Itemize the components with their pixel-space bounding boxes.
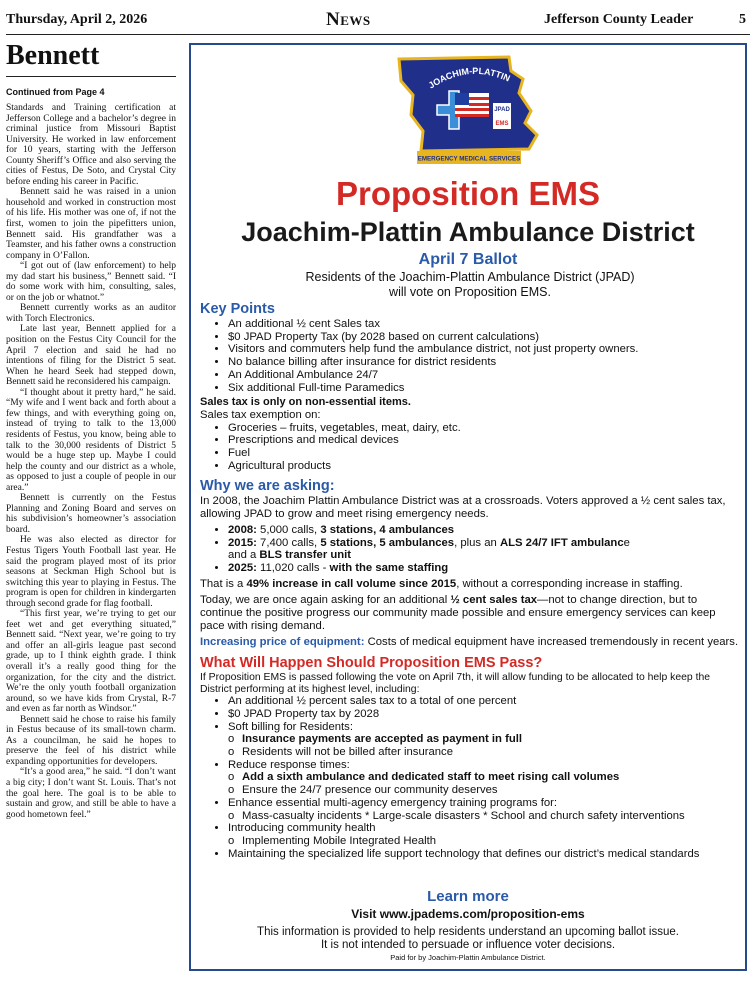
jpad-ems-logo <box>391 53 541 168</box>
list-item: • Six additional Full-time Paramedics <box>228 382 742 395</box>
equipment-paragraph: Increasing price of equipment: Costs of medical equipment have increased tremendously in recent years. <box>200 636 739 649</box>
article-headline: Bennett <box>6 40 100 71</box>
key-points-list <box>200 318 742 394</box>
learn-more-section <box>191 888 745 964</box>
article-paragraph: Bennett is currently on the Festus Planning and Zoning Board and serves on his subdivision’s homeowner’s association board. <box>6 493 176 535</box>
ballot-date: April 7 Ballot <box>418 251 518 268</box>
list-item: • Maintaining the specialized life support technology that defines our district’s medical standards <box>228 848 742 861</box>
list-item: • An additional ½ cent Sales tax <box>228 318 742 331</box>
newspaper-name: Jefferson County Leader <box>544 12 694 27</box>
article-paragraph: Bennett said he chose to raise his family in Festus because of its small-town charm. As a councilman, he said he hopes to preserve the feel of his district while expanding opportunities for developers. <box>6 714 176 767</box>
continued-note: Continued from Page 4 <box>6 87 105 97</box>
district-title: Joachim-Plattin Ambulance District <box>241 217 695 247</box>
list-item: • 2015: 7,400 calls, 5 stations, 5 ambulances, plus an ALS 24/7 IFT ambulance and a BLS transfer unit <box>228 537 742 562</box>
article-paragraph: He was also elected as director for Festus Tigers Youth Football last year. He said the program played most of its prior seasons at Seckman High School but is switching this year to playing in Festus. The program is open for children in kindergarten through second grade for flag football. <box>6 535 176 609</box>
list-item: • Prescriptions and medical devices <box>228 434 742 447</box>
disclaimer-line-2: It is not intended to persuade or influence voter decisions. <box>320 939 616 951</box>
sub-item: o Ensure the 24/7 presence our community deserves <box>228 784 498 797</box>
svg-text:JOACHIM-PLATTIN: JOACHIM-PLATTIN <box>426 65 512 91</box>
disclaimer-line-1: This information is provided to help residents understand an upcoming ballot issue. <box>257 926 679 938</box>
issue-date: Thursday, April 2, 2026 <box>6 12 148 27</box>
article-paragraph: Bennett said he was raised in a union household and worked in construction most of his life. His mother was one of, if not the first, women to join the pipefitters union, Bennett said. His grandfather was a Teamster, and his father owns a construction company in O’Fallon. <box>6 187 176 261</box>
list-item: • An additional ½ percent sales tax to a total of one percent <box>228 695 742 708</box>
exemption-label: Sales tax exemption on: <box>200 408 321 421</box>
article-paragraph: Standards and Training certification at Jefferson College and a bachelor’s degree in criminal justice from Missouri Baptist University. He worked in law enforcement for 10 years, starting with the Jefferson County Sheriff’s Office and also serving the cities of Festus, De Soto, and Crystal City before ending his career in Pacific. <box>6 103 176 187</box>
article-column <box>6 40 176 820</box>
sub-item: o Residents will not be billed after insurance <box>228 745 453 758</box>
intro-text <box>261 270 679 300</box>
list-item: • Agricultural products <box>228 460 742 473</box>
article-paragraph: “It’s a good area,” he said. “I don’t want a big city; I don’t want St. Louis. That’s not the goal here. The goal is to be able to sustain and grow, and still be able to have a good hometown feel.” <box>6 767 176 820</box>
page-number: 5 <box>739 12 746 27</box>
sub-item: o Implementing Mobile Integrated Health <box>228 834 437 847</box>
article-paragraph: “I thought about it pretty hard,” he said. “My wife and I went back and forth about a few things, and with everything going on, instead of trying to talk to the 13,000 residents of Festus, you know, being able to talk to the 30,000 residents of District 5 would be a huge step up. Maybe I could help the county and our district as a whole, as opposed to just a couple of people in our area.” <box>6 387 176 493</box>
paid-for-line: Paid for by Joachim-Plattin Ambulance District. <box>390 953 546 962</box>
exemption-list <box>200 422 742 473</box>
list-item: • $0 JPAD Property tax by 2028 <box>228 708 742 721</box>
list-item: • Visitors and commuters help fund the ambulance district, not just property owners. <box>228 343 742 356</box>
article-paragraph: Late last year, Bennett applied for a position on the Festus City Council for the April 7 election and said he had no intentions of filing for the District 5 seat. When he heard Seek had stepped down, Bennett said he reconsidered his campaign. <box>6 324 176 388</box>
list-item: • Introducing community health o Implementing Mobile Integrated Health <box>228 822 742 847</box>
headline-rule <box>6 76 176 77</box>
proposition-ems-ad <box>189 43 747 971</box>
svg-text:JPAD: JPAD <box>494 107 510 113</box>
list-item: • Reduce response times: o Add a sixth ambulance and dedicated staff to meet rising call volumes o Ensure the 24/7 presence our community deserves <box>228 759 742 797</box>
page-header <box>6 9 750 35</box>
svg-text:EMS: EMS <box>495 121 509 127</box>
disclaimer <box>191 926 745 952</box>
list-item: • An Additional Ambulance 24/7 <box>228 369 742 382</box>
list-item: • Enhance essential multi-agency emergency training programs for: o Mass-casualty incidents * Large-scale disasters * School and church safety interventions <box>228 797 742 822</box>
list-item: • Soft billing for Residents: o Insurance payments are accepted as payment in full o Residents will not be billed after insurance <box>228 721 742 759</box>
list-item: • No balance billing after insurance for district residents <box>228 356 742 369</box>
svg-text:EMERGENCY MEDICAL SERVICES: EMERGENCY MEDICAL SERVICES <box>417 155 521 163</box>
pass-list <box>200 695 742 860</box>
sales-tax-note: Sales tax is only on non-essential items. <box>200 396 411 409</box>
pass-heading: What Will Happen Should Proposition EMS Pass? <box>200 655 543 672</box>
list-item: • 2025: 11,020 calls - with the same staffing <box>228 562 742 575</box>
learn-more-heading: Learn more <box>427 888 509 905</box>
sub-item: o Insurance payments are accepted as payment in full <box>228 733 523 746</box>
list-item: • 2008: 5,000 calls, 3 stations, 4 ambulances <box>228 524 742 537</box>
why-paragraph: In 2008, the Joachim Plattin Ambulance District was at a crossroads. Voters approved a ½ cent sales tax, allowing JPAD to grow and meet rising emergency needs. <box>200 495 726 521</box>
why-heading: Why we are asking: <box>200 478 335 495</box>
article-paragraph: Bennett currently works as an auditor with Torch Electronics. <box>6 303 176 324</box>
intro-line-1: Residents of the Joachim-Plattin Ambulance District (JPAD) <box>305 270 635 284</box>
history-list <box>200 524 742 575</box>
sub-item: o Mass-casualty incidents * Large-scale disasters * School and church safety interventions <box>228 809 685 822</box>
list-item: • Fuel <box>228 447 742 460</box>
ad-body <box>200 301 742 860</box>
increase-paragraph: That is a 49% increase in call volume since 2015, without a corresponding increase in staffing. <box>200 577 683 590</box>
pass-intro: If Proposition EMS is passed following the vote on April 7th, it will allow funding to be allocated to help keep the District performing at its highest level, including: <box>200 672 711 695</box>
intro-line-2: will vote on Proposition EMS. <box>389 285 551 299</box>
list-item: • Groceries – fruits, vegetables, meat, dairy, etc. <box>228 422 742 435</box>
proposition-title: Proposition EMS <box>336 175 600 212</box>
article-paragraph: “This first year, we’re trying to get our feet wet and get everything situated,” Bennett said. “Next year, we’re going to try and offer an all-girls league past second grade, up to I think eighth grade. I think overall it’s a really good thing for the organization, for the city and the district. We’re the only youth football organization around, so we have kids from Crystal, R-7 and even as far north as Windsor.” <box>6 609 176 715</box>
section-name: News <box>326 9 371 30</box>
sub-item: o Add a sixth ambulance and dedicated staff to meet rising call volumes <box>228 771 620 784</box>
key-points-heading: Key Points <box>200 301 275 317</box>
website-link[interactable]: Visit www.jpadems.com/proposition-ems <box>351 907 585 921</box>
today-paragraph: Today, we are once again asking for an additional ½ cent sales tax—not to change direction, but to continue the positive progress our community made possible and ensure emergency services can keep pace with rising demand. <box>200 594 716 632</box>
list-item: • $0 JPAD Property Tax (by 2028 based on current calculations) <box>228 331 742 344</box>
article-paragraph: “I got out of (law enforcement) to help my dad start his business,” Bennett said. “I do some work with him, consulting, sales, or on the job or whatnot.” <box>6 261 176 303</box>
